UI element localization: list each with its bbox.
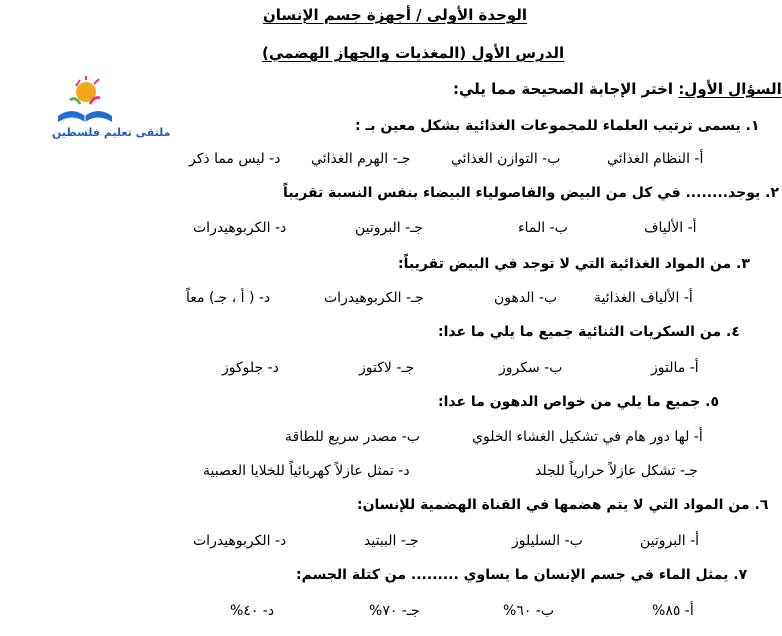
unit-title-text: الوحدة الأولى / أجهزة جسم الإنسان [263,6,528,24]
section-instruction: اختر الإجابة الصحيحة مما يلي: [453,80,679,98]
unit-title [263,6,527,24]
question-4: ٤. من السكريات الثنائية جميع ما يلي ما عدا: [438,324,740,340]
q5-option-a[interactable]: أ- لها دور هام في تشكيل الغشاء الخلوي [472,429,703,445]
q1-option-b[interactable]: ب- التوازن الغذائي [451,151,561,167]
question-1: ١. يسمى ترتيب العلماء للمجموعات الغذائية بشكل معين بـ : [355,118,760,134]
q2-option-d[interactable]: د- الكربوهيدرات [193,220,287,236]
q4-option-d[interactable]: د- جلوكوز [222,360,279,376]
q4-option-b[interactable]: ب- سكروز [499,360,563,376]
q2-option-a[interactable]: أ- الألياف [644,220,697,236]
q5-option-c[interactable]: جـ- تشكل عازلاً حرارياً للجلد [535,463,698,479]
q6-option-b[interactable]: ب- السليلوز [512,533,583,549]
question-3: ٣. من المواد الغذائية التي لا توجد في البيض تقريباً: [398,256,750,272]
question-6: ٦. من المواد التي لا يتم هضمها في القناة الهضمية للإنسان: [357,497,769,513]
q7-option-b[interactable]: ب- ٦٠% [503,603,555,619]
q7-option-d[interactable]: د- ٤٠% [230,603,275,619]
q3-option-c[interactable]: جـ- الكربوهيدرات [324,290,424,306]
section-label: السؤال الأول: [678,80,782,98]
q6-option-c[interactable]: جـ- الببتيد [364,533,419,549]
q1-option-c[interactable]: جـ- الهرم الغذائي [311,151,411,167]
lesson-title-text: الدرس الأول (المغذيات والجهاز الهضمي) [262,44,565,62]
q3-option-a[interactable]: أ- الألياف الغذائية [594,290,693,306]
question-7: ٧. يمثل الماء في جسم الإنسان ما يساوي ......... من كتلة الجسم: [296,567,748,583]
q2-option-b[interactable]: ب- الماء [518,220,568,236]
q5-option-d[interactable]: د- تمثل عازلاً كهربائياً للخلايا العصبية [203,463,410,479]
q3-option-b[interactable]: ب- الدهون [494,290,558,306]
lesson-title [262,44,564,62]
q1-option-a[interactable]: أ- النظام الغذائي [607,151,704,167]
q5-option-b[interactable]: ب- مصدر سريع للطاقة [285,429,420,445]
q1-option-d[interactable]: د- ليس مما ذكر [189,151,281,167]
question-5: ٥. جميع ما يلي من خواص الدهون ما عدا: [438,394,719,410]
q4-option-c[interactable]: جـ- لاكتوز [359,360,415,376]
q7-option-a[interactable]: أ- ٨٥% [652,603,694,619]
q2-option-c[interactable]: جـ- البروتين [355,220,423,236]
q3-option-d[interactable]: د- ( أ ، جـ) معاً [186,290,271,306]
q6-option-d[interactable]: د- الكربوهيدرات [193,533,287,549]
q7-option-c[interactable]: جـ- ٧٠% [369,603,420,619]
q6-option-a[interactable]: أ- البروتين [640,533,700,549]
question-2: ٢. يوجد........ في كل من البيض والفاصولياء البيضاء بنفس النسبة تقريباً [283,185,779,201]
section-heading [453,80,782,98]
logo-text: ملتقى تعليم فلسطين [52,126,171,139]
q4-option-a[interactable]: أ- مالتوز [651,360,699,376]
